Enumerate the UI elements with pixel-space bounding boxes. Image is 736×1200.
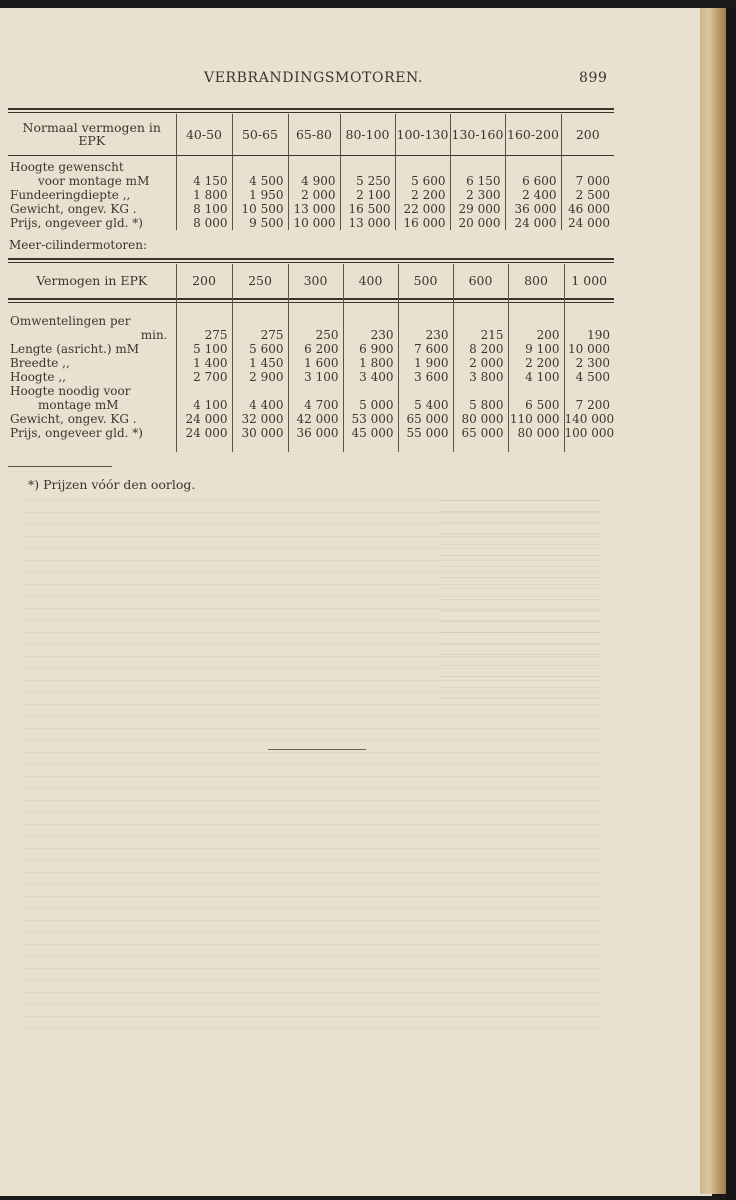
table2-header-label: Vermogen in EPK [36, 273, 148, 288]
table-cell: 24 000 [176, 412, 232, 426]
table-row [8, 384, 614, 412]
table-cell: 1 800 [176, 188, 232, 202]
table-cell: 29 000 [450, 202, 505, 216]
table-cell: 1 950 [232, 188, 288, 202]
table-cell: 24 000 [505, 216, 561, 230]
table-cell: 5 600 [395, 160, 450, 188]
table-cell: 7 200 [564, 384, 614, 412]
bleed-through-rule [268, 749, 366, 750]
row-label: Fundeeringdiepte ,, [10, 188, 131, 202]
footnote-rule [8, 466, 112, 467]
table-cell: 4 150 [176, 160, 232, 188]
table-cell: 2 300 [450, 188, 505, 202]
table-cell: 2 100 [340, 188, 395, 202]
table-cell: 8 200 [453, 342, 508, 356]
row-label: Prijs, ongeveer gld. *) [10, 426, 143, 440]
table-cell: 65 000 [453, 426, 508, 440]
table-cell: 275 [232, 314, 288, 342]
table-row [8, 188, 614, 202]
table-cell: 24 000 [561, 216, 614, 230]
page-number: 899 [579, 70, 608, 86]
row-label-line1: Hoogte gewenscht [10, 160, 124, 174]
table-cell: 8 000 [176, 216, 232, 230]
table-single-cylinder [8, 114, 614, 230]
table-cell: 24 000 [176, 426, 232, 440]
table-row [8, 370, 614, 384]
table-cell: 3 800 [453, 370, 508, 384]
table-cell: 7 600 [398, 342, 453, 356]
table1-col-header: 50-65 [232, 114, 288, 155]
table-cell: 46 000 [561, 202, 614, 216]
table-cell: 42 000 [288, 412, 343, 426]
table-cell: 9 100 [508, 342, 564, 356]
table1-header-label [8, 114, 176, 155]
table-cell: 230 [398, 314, 453, 342]
table-cell: 30 000 [232, 426, 288, 440]
table-cell: 4 700 [288, 384, 343, 412]
table2-col-header: 250 [232, 264, 288, 298]
table2-col-header: 300 [288, 264, 343, 298]
row-label-line2: min. [140, 328, 168, 342]
table-cell: 4 100 [508, 370, 564, 384]
table-cell: 6 500 [508, 384, 564, 412]
row-label: Breedte ,, [10, 356, 70, 370]
table-cell: 4 400 [232, 384, 288, 412]
table-cell: 80 000 [453, 412, 508, 426]
table2-col-header: 1 000 [564, 264, 614, 298]
table-cell: 1 400 [176, 356, 232, 370]
row-label-line1: Omwentelingen per [10, 314, 131, 328]
table-cell: 9 500 [232, 216, 288, 230]
table1-col-header: 65-80 [288, 114, 340, 155]
table-cell: 110 000 [508, 412, 564, 426]
table-cell: 32 000 [232, 412, 288, 426]
table-cell: 10 500 [232, 202, 288, 216]
row-label-line1: Hoogte noodig voor [10, 384, 131, 398]
table-cell: 22 000 [395, 202, 450, 216]
table-cell: 4 500 [232, 160, 288, 188]
table2-header-row [8, 264, 614, 298]
row-label: Gewicht, ongev. KG . [10, 202, 137, 216]
book-spine [700, 8, 726, 1194]
row-label [8, 384, 176, 412]
table-cell: 2 700 [176, 370, 232, 384]
row-label [8, 314, 176, 342]
table-cell: 2 300 [564, 356, 614, 370]
table1-col-header: 130-160 [450, 114, 505, 155]
table-row [8, 426, 614, 440]
table-cell: 5 800 [453, 384, 508, 412]
table-cell: 190 [564, 314, 614, 342]
table1-col-header: 80-100 [340, 114, 395, 155]
table-cell: 3 600 [398, 370, 453, 384]
table-cell: 2 000 [453, 356, 508, 370]
table-cell: 80 000 [508, 426, 564, 440]
table-cell: 200 [508, 314, 564, 342]
table-cell: 7 000 [561, 160, 614, 188]
table-cell: 65 000 [398, 412, 453, 426]
table-cell: 230 [343, 314, 398, 342]
row-label: Gewicht, ongev. KG . [10, 412, 137, 426]
table-cell: 16 500 [340, 202, 395, 216]
table-cell: 5 100 [176, 342, 232, 356]
table-cell: 55 000 [398, 426, 453, 440]
table-cell: 275 [176, 314, 232, 342]
table-row [8, 314, 614, 342]
table-cell: 1 450 [232, 356, 288, 370]
scan-edge [726, 8, 736, 1200]
table-cell: 1 800 [343, 356, 398, 370]
table-cell: 6 200 [288, 342, 343, 356]
table-cell: 5 600 [232, 342, 288, 356]
table-row [8, 342, 614, 356]
table-multi-cylinder [8, 264, 614, 452]
table-cell: 10 000 [564, 342, 614, 356]
row-label: Lengte (asricht.) mM [10, 342, 140, 356]
row-label: Prijs, ongeveer gld. *) [10, 216, 143, 230]
table-cell: 4 100 [176, 384, 232, 412]
bleed-through-figure [440, 500, 600, 700]
table-cell: 10 000 [288, 216, 340, 230]
table-row [8, 216, 614, 230]
table1-col-header: 200 [561, 114, 614, 155]
table-cell: 2 900 [232, 370, 288, 384]
table-cell: 1 600 [288, 356, 343, 370]
table1-col-header: 160-200 [505, 114, 561, 155]
table-cell: 53 000 [343, 412, 398, 426]
table-cell: 5 400 [398, 384, 453, 412]
table2-col-header: 500 [398, 264, 453, 298]
table-cell: 20 000 [450, 216, 505, 230]
table2-top-rule [8, 258, 614, 260]
row-label: Hoogte ,, [10, 370, 66, 384]
table-cell: 215 [453, 314, 508, 342]
table2-col-header: 800 [508, 264, 564, 298]
table2-top-rule-thin [8, 262, 614, 263]
table-cell: 8 100 [176, 202, 232, 216]
table1-header-label-line2: EPK [78, 133, 106, 148]
table-cell: 140 000 [564, 412, 615, 426]
table-row [8, 412, 614, 426]
table-row [8, 356, 614, 370]
footnote: *) Prijzen vóór den oorlog. [28, 477, 196, 492]
table-cell: 3 400 [343, 370, 398, 384]
table-cell: 1 900 [398, 356, 453, 370]
table-cell: 250 [288, 314, 343, 342]
table-cell: 2 500 [561, 188, 614, 202]
table2-col-header: 400 [343, 264, 398, 298]
table-cell: 100 000 [564, 426, 615, 440]
table-cell: 2 000 [288, 188, 340, 202]
table-cell: 4 500 [564, 370, 614, 384]
table-cell: 2 200 [395, 188, 450, 202]
table1-col-header: 40-50 [176, 114, 232, 155]
table-cell: 45 000 [343, 426, 398, 440]
table-cell: 16 000 [395, 216, 450, 230]
table-cell: 5 250 [340, 160, 395, 188]
table1-header-row [8, 114, 614, 155]
table-cell: 6 600 [505, 160, 561, 188]
row-label [8, 160, 176, 188]
table-cell: 13 000 [340, 216, 395, 230]
table2-col-header: 600 [453, 264, 508, 298]
table1-top-rule [8, 108, 614, 110]
subheading-multi-cylinder: Meer-cilindermotoren: [9, 238, 148, 252]
table1-top-rule-thin [8, 112, 614, 113]
row-label-line2: montage mM [38, 398, 119, 412]
table-cell: 4 900 [288, 160, 340, 188]
table-cell: 13 000 [288, 202, 340, 216]
running-header [0, 70, 712, 92]
row-label-line2: voor montage mM [38, 174, 150, 188]
table-cell: 36 000 [505, 202, 561, 216]
table1-col-header: 100-130 [395, 114, 450, 155]
table2-col-header: 200 [176, 264, 232, 298]
table-cell: 6 150 [450, 160, 505, 188]
table-cell: 2 200 [508, 356, 564, 370]
table-cell: 5 000 [343, 384, 398, 412]
table-cell: 6 900 [343, 342, 398, 356]
table-row [8, 202, 614, 216]
table1-header-label-line1: Normaal vermogen in [22, 120, 161, 135]
running-title: VERBRANDINGSMOTOREN. [204, 70, 424, 86]
table-row [8, 160, 614, 188]
table-cell: 3 100 [288, 370, 343, 384]
table-cell: 36 000 [288, 426, 343, 440]
table-cell: 2 400 [505, 188, 561, 202]
